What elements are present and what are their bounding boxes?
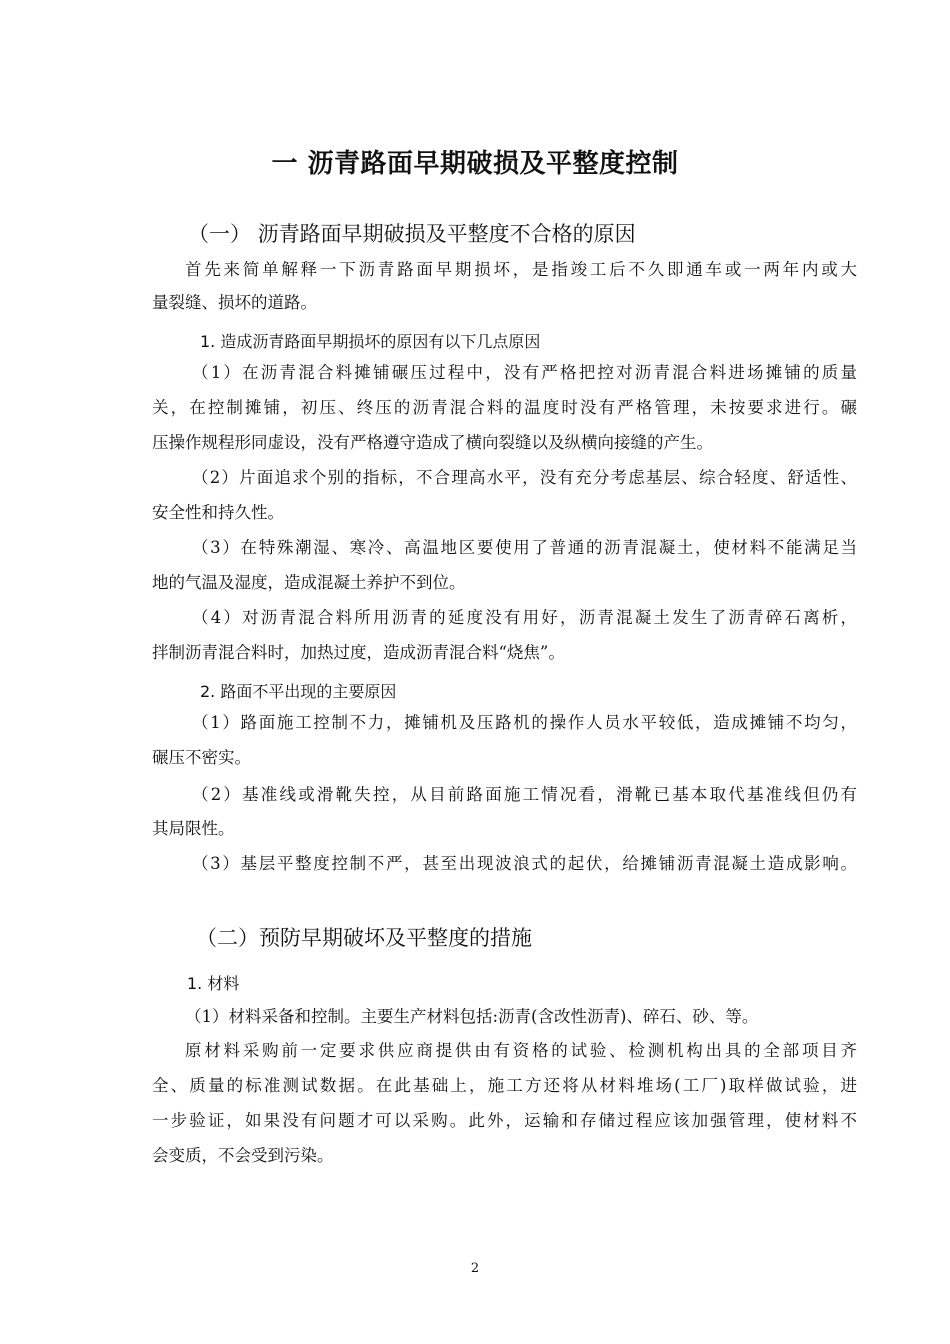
item4-line-2: 拌制沥青混合料时，加热过度，造成沥青混合料“烧焦”。 <box>152 643 565 662</box>
materials-heading: 1. 材料 <box>187 974 240 993</box>
item3-line-1: （3）在特殊潮湿、寒冷、高温地区要使用了普通的沥青混凝土，使材料不能满足当 <box>192 538 857 557</box>
item1-line-2: 关，在控制摊铺，初压、终压的沥青混合料的温度时没有严格管理，未按要求进行。碾 <box>152 398 857 417</box>
cause1-line-2: 碾压不密实。 <box>152 748 251 767</box>
page-number: 2 <box>470 1261 480 1276</box>
sub2-heading: 2. 路面不平出现的主要原因 <box>200 682 397 701</box>
item2-line-2: 安全性和持久性。 <box>152 503 284 522</box>
item3-line-2: 地的气温及湿度，造成混凝土养护不到位。 <box>152 573 466 592</box>
item1-line-3: 压操作规程形同虚设，没有严格遵守造成了横向裂缝以及纵横向接缝的产生。 <box>152 433 713 452</box>
item2-line-1: （2）片面追求个别的指标，不合理高水平，没有充分考虑基层、综合轻度、舒适性、 <box>192 468 857 487</box>
section2-heading: （二）预防早期破坏及平整度的措施 <box>196 926 532 950</box>
intro-line-2: 量裂缝、损坏的道路。 <box>152 293 317 312</box>
materials-para-line-1: 原材料采购前一定要求供应商提供由有资格的试验、检测机构出具的全部项目齐 <box>185 1041 857 1060</box>
section1-heading: （一） 沥青路面早期破损及平整度不合格的原因 <box>188 222 636 246</box>
sub1-heading: 1. 造成沥青路面早期损坏的原因有以下几点原因 <box>200 332 541 351</box>
materials-item-1: （1）材料采备和控制。主要生产材料包括:沥青(含改性沥青)、碎石、砂、等。 <box>185 1007 759 1026</box>
materials-para-line-3: 一步验证，如果没有问题才可以采购。此外，运输和存储过程应该加强管理，使材料不 <box>152 1111 857 1130</box>
item1-line-1: （1）在沥青混合料摊铺碾压过程中，没有严格把控对沥青混合料进场摊铺的质量 <box>192 363 857 382</box>
materials-para-line-4: 会变质，不会受到污染。 <box>152 1146 334 1165</box>
cause3-line-1: （3）基层平整度控制不严，甚至出现波浪式的起伏，给摊铺沥青混凝土造成影响。 <box>192 854 857 873</box>
chapter-title: 一 沥青路面早期破损及平整度控制 <box>271 149 679 179</box>
cause2-line-2: 其局限性。 <box>152 819 235 838</box>
intro-line-1: 首先来简单解释一下沥青路面早期损坏，是指竣工后不久即通车或一两年内或大 <box>185 260 857 279</box>
item4-line-1: （4）对沥青混合料所用沥青的延度没有用好，沥青混凝土发生了沥青碎石离析， <box>192 608 857 627</box>
cause1-line-1: （1）路面施工控制不力，摊铺机及压路机的操作人员水平较低，造成摊铺不均匀， <box>192 713 857 732</box>
cause2-line-1: （2）基准线或滑靴失控，从目前路面施工情况看，滑靴已基本取代基准线但仍有 <box>192 785 857 804</box>
materials-para-line-2: 全、质量的标准测试数据。在此基础上，施工方还将从材料堆场(工厂)取样做试验，进 <box>152 1076 857 1095</box>
